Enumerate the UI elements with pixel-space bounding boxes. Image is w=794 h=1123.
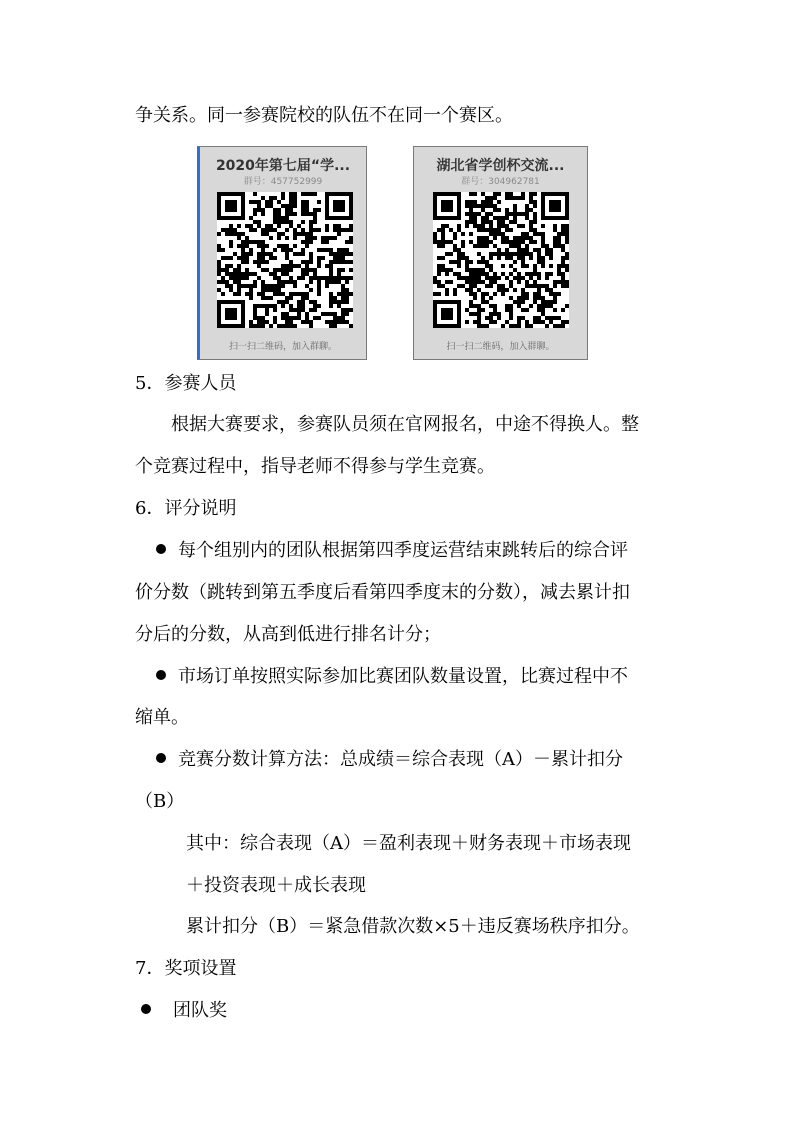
bullet-icon [156, 753, 166, 763]
bullet-icon [156, 544, 166, 554]
section-heading: 7．奖项设置 [135, 958, 237, 979]
paragraph-line: 争关系。同一参赛院校的队伍不在同一个赛区。 [135, 105, 513, 126]
bullet-item [156, 665, 628, 689]
bullet-text: 团队奖 [173, 1000, 227, 1021]
paragraph-line: 分后的分数，从高到低进行排名计分； [135, 624, 441, 645]
bullet-icon [156, 670, 166, 680]
section-heading: 6．评分说明 [135, 498, 237, 519]
qr-card-footer: 扫一扫二维码，加入群聊。 [446, 342, 555, 352]
bullet-text: 市场订单按照实际参加比赛团队数量设置，比赛过程中不 [178, 666, 628, 687]
qr-code-icon [433, 192, 569, 328]
qr-card-group-2 [413, 146, 588, 360]
bullet-item [156, 539, 628, 563]
paragraph-line: 根据大赛要求，参赛队员须在官网报名，中途不得换人。整 [171, 414, 639, 435]
paragraph-line: （B） [135, 791, 185, 812]
bullet-item [156, 748, 623, 772]
qr-card-title: 湖北省学创杯交流... [436, 158, 565, 174]
section-heading: 5．参赛人员 [135, 373, 237, 394]
paragraph-line: 个竞赛过程中，指导老师不得参与学生竞赛。 [135, 456, 495, 477]
bullet-text: 每个组别内的团队根据第四季度运营结束跳转后的综合评 [178, 540, 628, 561]
bullet-text: 竞赛分数计算方法：总成绩＝综合表现（A）－累计扣分 [178, 749, 623, 770]
qr-card-group-id: 群号：457752999 [243, 177, 323, 187]
qr-code-icon [217, 192, 353, 328]
qr-card-group-1 [197, 146, 367, 360]
formula-line: ＋投资表现＋成长表现 [186, 875, 366, 896]
bullet-icon [141, 1004, 151, 1014]
paragraph-line: 缩单。 [135, 707, 189, 728]
formula-line: 其中：综合表现（A）＝盈利表现＋财务表现＋市场表现 [186, 833, 631, 854]
bullet-item [141, 999, 227, 1023]
qr-card-title: 2020年第七届“学... [215, 158, 351, 174]
qr-card-footer: 扫一扫二维码，加入群聊。 [228, 342, 337, 352]
formula-line: 累计扣分（B）＝紧急借款次数×5＋违反赛场秩序扣分。 [186, 916, 640, 937]
paragraph-line: 价分数（跳转到第五季度后看第四季度末的分数），减去累计扣 [135, 582, 630, 603]
qr-card-group-id: 群号：304962781 [461, 177, 540, 187]
